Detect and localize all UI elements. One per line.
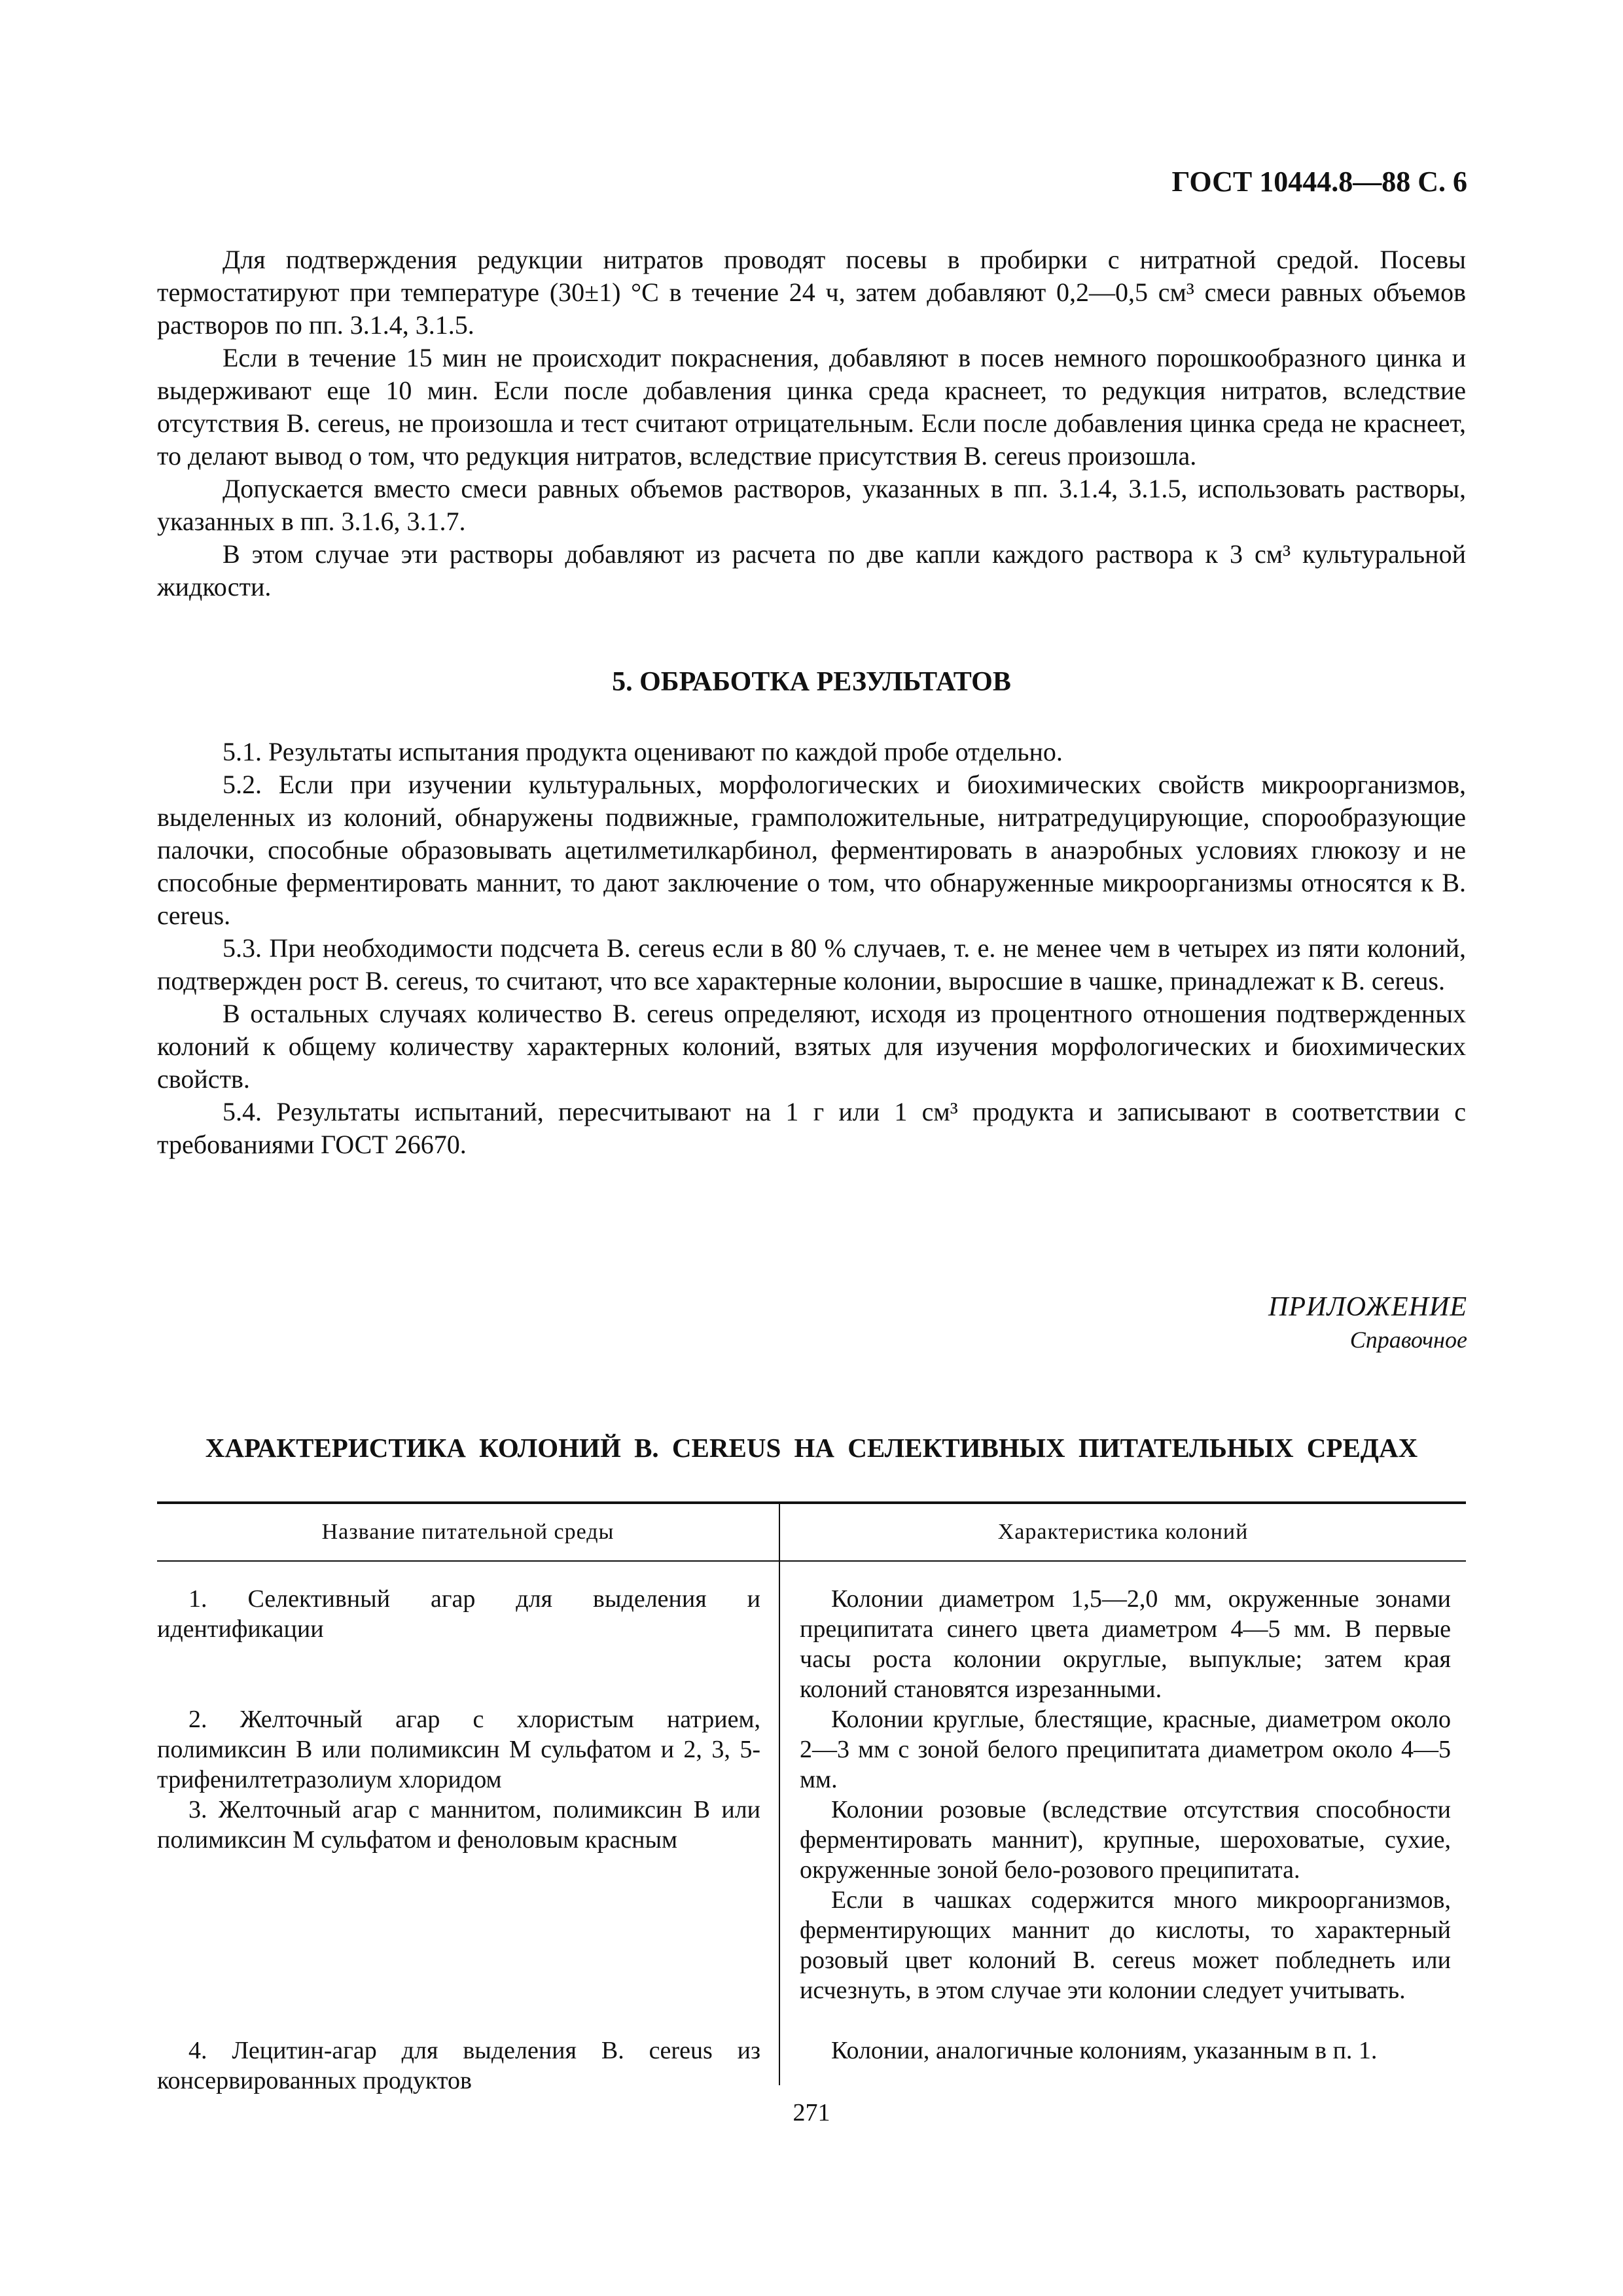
paragraph-drops-ratio: В этом случае эти растворы добавляют из расчета по две капли каждого раствора к 3 см³ культуральной жидкости.: [157, 539, 1466, 601]
table-header-row: [157, 1504, 1466, 1562]
table-title: ХАРАКТЕРИСТИКА КОЛОНИЙ B. CEREUS НА СЕЛЕКТИВНЫХ ПИТАТЕЛЬНЫХ СРЕДАХ: [205, 1433, 1418, 1463]
table-cell-medium: 1. Селективный агар для выделения и идентификации: [157, 1585, 760, 1643]
paragraph-5-3: 5.3. При необходимости подсчета B. cereus если в 80 % случаев, т. е. не менее чем в четырех из пяти колоний, подтвержден рост B. cereus, то считают, что все характерные колонии, выросшие в чашке, принадлежат к B. cereus.: [157, 933, 1466, 996]
table-cell-medium: 3. Желточный агар с маннитом, полимиксин В или полимиксин М сульфатом и феноловым красным: [157, 1796, 760, 1854]
paragraph-5-4: 5.4. Результаты испытаний, пересчитывают на 1 г или 1 см³ продукта и записывают в соответствии с требованиями ГОСТ 26670.: [157, 1097, 1466, 1159]
appendix-label: [1268, 1291, 1467, 1356]
table-cell-characteristics: Колонии круглые, блестящие, красные, диаметром около 2—3 мм с зоной белого преципитата диаметром около 4—5 мм.: [800, 1706, 1451, 1793]
table-cell-medium: 2. Желточный агар с хлористым натрием, полимиксин В или полимиксин М сульфатом и 2, 3, 5-трифенилтетразолиум хлоридом: [157, 1706, 760, 1793]
intro-text: [157, 243, 1466, 603]
appendix-title: ПРИЛОЖЕНИЕ: [1268, 1292, 1467, 1322]
table-header-characteristics: Характеристика колоний: [779, 1504, 1466, 1560]
table-header-medium: Название питательной среды: [321, 1520, 615, 1544]
table-cell-characteristics: Колонии, аналогичные колониям, указанным в п. 1.: [831, 2037, 1378, 2064]
paragraph-5-2: 5.2. Если при изучении культуральных, морфологических и биохимических свойств микроорганизмов, выделенных из колоний, обнаружены подвижные, грамположительные, нитратредуцирующие, спорообразующие палочки, способные образовывать ацетилметилкарбинол, ферментировать в анаэробных условиях глюкозу и не способные ферментировать маннит, то дают заключение о том, что обнаруженные микроорганизмы относятся к B. cereus.: [157, 770, 1466, 930]
paragraph-alternative-solutions: Допускается вместо смеси равных объемов растворов, указанных в пп. 3.1.4, 3.1.5, использовать растворы, указанных в пп. 3.1.6, 3.1.7.: [157, 474, 1466, 536]
section-title: 5. ОБРАБОТКА РЕЗУЛЬТАТОВ: [612, 667, 1011, 697]
paragraph-nitrate-reduction: Для подтверждения редукции нитратов проводят посевы в пробирки с нитратной средой. Посевы термостатируют при температуре (30±1) °С в течение 24 ч, затем добавляют 0,2—0,5 см³ смеси равных объемов растворов по пп. 3.1.4, 3.1.5.: [157, 245, 1466, 340]
appendix-subtitle: Справочное: [1349, 1327, 1467, 1353]
table-cell-medium: 4. Лецитин-агар для выделения B. cereus из консервированных продуктов: [157, 2037, 760, 2094]
table-cell-characteristics: Колонии розовые (вследствие отсутствия способности ферментировать маннит), крупные, шероховатые, сухие, окруженные зоной бело-розового преципитата. Если в чашках содержится много микроорганизмов, ферментирующих маннит до кислоты, то характерный розовый цвет колоний B. cereus может побледнеть или исчезнуть, в этом случае эти колонии следует учитывать.: [800, 1796, 1451, 2004]
table-body: [157, 1562, 1466, 2094]
document-header: ГОСТ 10444.8—88 С. 6: [1171, 166, 1467, 198]
colony-table: [157, 1501, 1466, 2094]
table-column-medium: [157, 1562, 779, 2094]
page-number: 271: [793, 2099, 830, 2126]
paragraph-other-cases: В остальных случаях количество B. cereus определяют, исходя из процентного отношения подтвержденных колоний к общему количеству характерных колоний, взятых для изучения морфологических и биохимических свойств.: [157, 999, 1466, 1094]
paragraph-zinc-test: Если в течение 15 мин не происходит покраснения, добавляют в посев немного порошкообразного цинка и выдерживают еще 10 мин. Если после добавления цинка среда краснеет, то редукция нитратов, вследствие отсутствия B. cereus, не произошла и тест считают отрицательным. Если после добавления цинка среда не краснеет, то делают вывод о том, что редукция нитратов, вследствие присутствия B. cereus произошла.: [157, 343, 1466, 471]
table-column-characteristics: [779, 1562, 1466, 2085]
table-cell-characteristics: Колонии диаметром 1,5—2,0 мм, окруженные зонами преципитата синего цвета диаметром 4—5 мм. В первые часы роста колонии округлые, выпуклые; затем края колоний становятся изрезанными.: [800, 1585, 1451, 1703]
section-5-body: [157, 736, 1466, 1161]
paragraph-5-1: 5.1. Результаты испытания продукта оценивают по каждой пробе отдельно.: [223, 737, 1063, 766]
